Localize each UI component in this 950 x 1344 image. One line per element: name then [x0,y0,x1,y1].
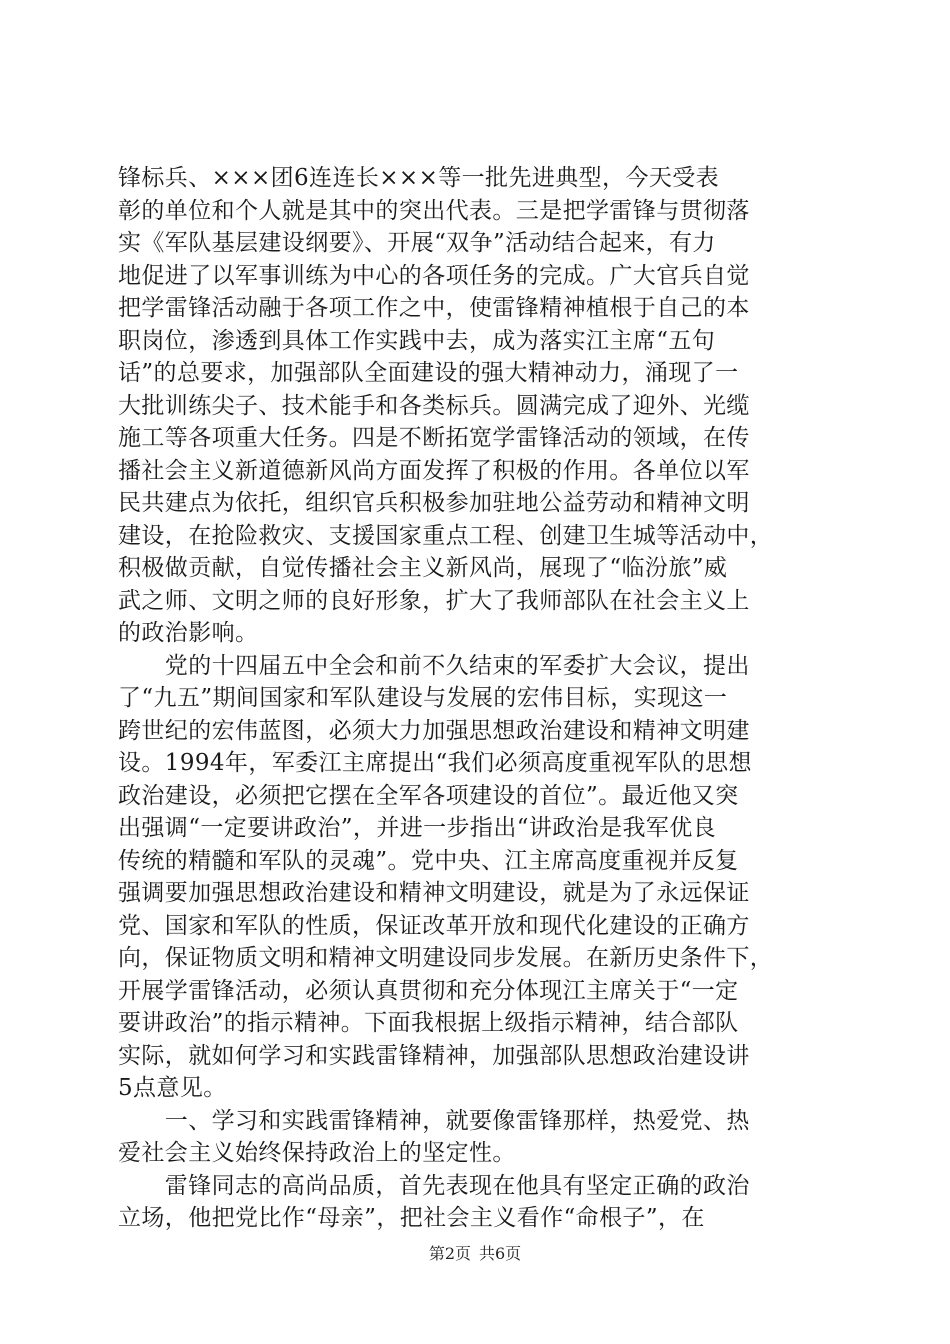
text-line: 开展学雷锋活动，必须认真贯彻和充分体现江主席关于“一定 [118,977,739,1004]
text-line: 锋标兵、×××团6连连长×××等一批先进典型，今天受表 [118,165,720,191]
page-footer [0,1244,950,1264]
text-line: 的政治影响。 [118,620,259,646]
text-line: 把学雷锋活动融于各项工作之中，使雷锋精神植根于自己的本 [118,295,750,321]
text-line: 彰的单位和个人就是其中的突出代表。三是把学雷锋与贯彻落 [118,197,750,224]
text-line: 设。1994年，军委江主席提出“我们必须高度重视军队的思想 [118,750,752,776]
text-line: 建设，在抢险救灾、支援国家重点工程、创建卫生城等活动中， [118,522,774,549]
text-line: 地促进了以军事训练为中心的各项任务的完成。广大官兵自觉 [118,262,750,289]
text-line: 话”的总要求，加强部队全面建设的强大精神动力，涌现了一 [118,360,739,386]
text-line: 党的十四届五中全会和前不久结束的军委扩大会议，提出 [118,652,750,679]
text-line: 传统的精髓和军队的灵魂”。党中央、江主席高度重视并反复 [118,847,739,874]
page-number: 第2页 [428,1244,471,1263]
text-line: 实际，就如何学习和实践雷锋精神，加强部队思想政治建设讲 [118,1042,750,1069]
text-line: 爱社会主义始终保持政治上的坚定性。 [118,1140,516,1166]
text-line: 武之师、文明之师的良好形象，扩大了我师部队在社会主义上 [118,587,750,614]
text-line: 职岗位，渗透到具体工作实践中去，成为落实江主席“五句 [118,327,716,354]
text-line: 播社会主义新道德新风尚方面发挥了积极的作用。各单位以军 [118,457,750,484]
text-line: 5点意见。 [118,1075,227,1101]
text-line: 民共建点为依托，组织官兵积极参加驻地公益劳动和精神文明 [118,490,750,516]
body-text [118,162,838,1235]
text-line: 要讲政治”的指示精神。下面我根据上级指示精神，结合部队 [118,1010,739,1036]
text-line: 立场，他把党比作“母亲”，把社会主义看作“命根子”，在 [118,1205,705,1231]
text-line: 跨世纪的宏伟蓝图，必须大力加强思想政治建设和精神文明建 [118,717,750,744]
text-line: 一、学习和实践雷锋精神，就要像雷锋那样，热爱党、热 [118,1107,750,1134]
text-line: 出强调“一定要讲政治”，并进一步指出“讲政治是我军优良 [118,815,717,841]
text-line: 雷锋同志的高尚品质，首先表现在他具有坚定正确的政治 [118,1172,750,1199]
text-line: 政治建设，必须把它摆在全军各项建设的首位”。最近他又突 [118,782,739,809]
text-line: 大批训练尖子、技术能手和各类标兵。圆满完成了迎外、光缆 [118,392,750,419]
text-line: 向，保证物质文明和精神文明建设同步发展。在新历史条件下， [118,945,774,971]
text-line: 强调要加强思想政治建设和精神文明建设，就是为了永远保证 [118,880,750,906]
text-line: 了“九五”期间国家和军队建设与发展的宏伟目标，实现这一 [118,685,728,711]
text-line: 积极做贡献，自觉传播社会主义新风尚，展现了“临汾旅”威 [118,555,728,581]
text-line: 党、国家和军队的性质，保证改革开放和现代化建设的正确方 [118,912,750,939]
text-line: 施工等各项重大任务。四是不断拓宽学雷锋活动的领域，在传 [118,425,750,451]
text-line: 实《军队基层建设纲要》、开展“双争”活动结合起来，有力 [118,230,716,256]
page-total: 共6页 [479,1244,522,1263]
